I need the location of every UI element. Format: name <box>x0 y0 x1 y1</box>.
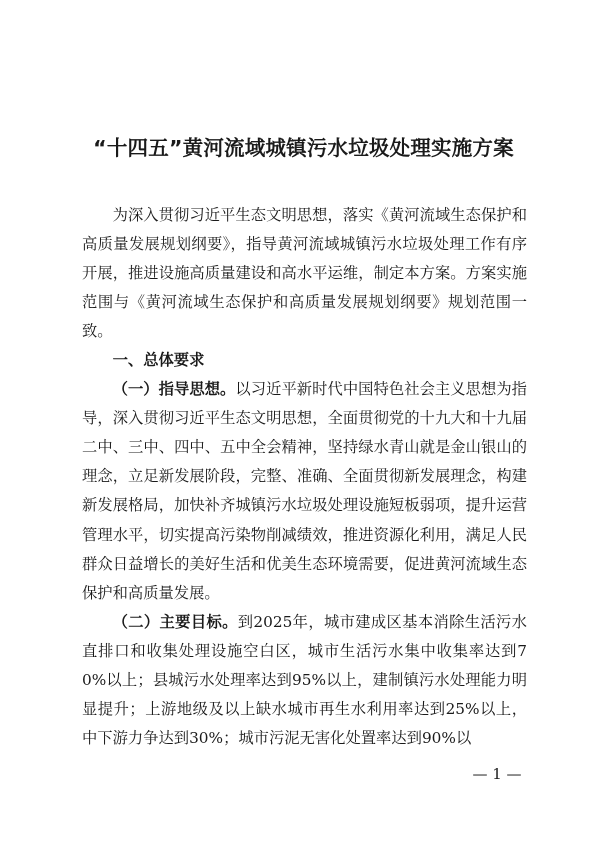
guiding-ideology-label: （一）指导思想。 <box>112 380 236 399</box>
main-goals-paragraph <box>82 608 527 753</box>
document-title: “十四五”黄河流域城镇污水垃圾处理实施方案 <box>93 136 514 160</box>
intro-paragraph: 为深入贯彻习近平生态文明思想，落实《黄河流域生态保护和高质量发展规划纲要》，指导黄河流域城镇污水垃圾处理工作有序开展，推进设施高质量建设和高水平运维，制定本方案。方案实施范围与《黄河流域生态保护和高质量发展规划纲要》规划范围一致。 <box>82 206 527 341</box>
document-body <box>82 201 527 753</box>
page-number: — 1 — <box>472 765 522 783</box>
section-heading-general-requirements: 一、总体要求 <box>112 351 205 370</box>
guiding-ideology-paragraph <box>82 375 527 607</box>
main-goals-text: 到2025年，城市建成区基本消除生活污水直排口和收集处理设施空白区，城市生活污水集中收集率达到70%以上；县城污水处理率达到95%以上，建制镇污水处理能力明显提升；上游地级及以上缺水城市再生水利用率达到25%以上，中下游力争达到30%；城市污泥无害化处置率达到90%以 <box>82 612 527 747</box>
main-goals-label: （二）主要目标。 <box>112 612 238 631</box>
guiding-ideology-text: 以习近平新时代中国特色社会主义思想为指导，深入贯彻习近平生态文明思想，全面贯彻党的十九大和十九届二中、三中、四中、五中全会精神，坚持绿水青山就是金山银山的理念，立足新发展阶段，完整、准确、全面贯彻新发展理念，构建新发展格局，加快补齐城镇污水垃圾处理设施短板弱项，提升运营管理水平，切实提高污染物削减绩效，推进资源化利用，满足人民群众日益增长的美好生活和优美生态环境需要，促进黄河流域生态保护和高质量发展。 <box>82 380 527 602</box>
